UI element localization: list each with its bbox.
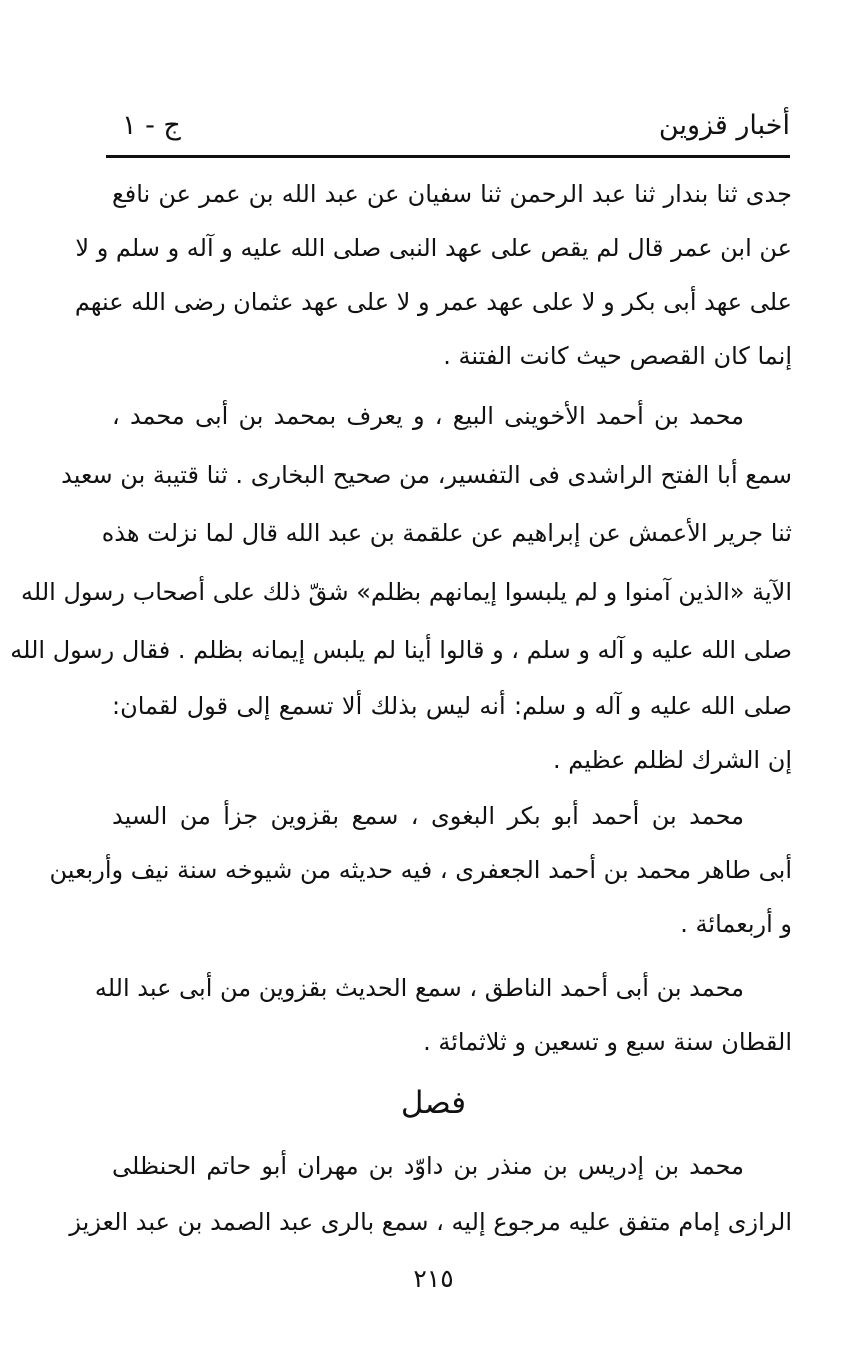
book-title: أخبار قزوين — [658, 110, 790, 141]
text-line: الآية «الذين آمنوا و لم يلبسوا إيمانهم بظلم» شقّ ذلك على أصحاب رسول الله — [21, 578, 792, 606]
entry-heading-line: محمد بن أبى أحمد الناطق ، سمع الحديث بقزوين من أبى عبد الله — [94, 974, 744, 1002]
entry-heading-line: محمد بن أحمد أبو بكر البغوى ، سمع بقزوين جزأ من السيد — [112, 802, 744, 830]
volume-number: ج - ١ — [122, 110, 181, 141]
page-number: ٢١٥ — [413, 1264, 454, 1293]
running-head — [108, 104, 790, 152]
text-line: الرازى إمام متفق عليه مرجوع إليه ، سمع بالرى عبد الصمد بن عبد العزيز — [69, 1208, 792, 1236]
entry-heading-line: محمد بن أحمد الأخوينى البيع ، و يعرف بمحمد بن أبى محمد ، — [112, 402, 744, 430]
text-line: إن الشرك لظلم عظيم . — [553, 746, 792, 774]
text-line: ثنا جرير الأعمش عن إبراهيم عن علقمة بن عبد الله قال لما نزلت هذه — [101, 519, 792, 547]
text-line: جدى ثنا بندار ثنا عبد الرحمن ثنا سفيان عن عبد الله بن عمر عن نافع — [112, 180, 792, 208]
text-line: القطان سنة سبع و تسعين و ثلاثمائة . — [423, 1028, 792, 1056]
text-line: و أربعمائة . — [680, 910, 792, 938]
text-line: أبى طاهر محمد بن أحمد الجعفرى ، فيه حديثه من شيوخه سنة نيف وأربعين — [49, 856, 792, 884]
text-line: عن ابن عمر قال لم يقص على عهد النبى صلى الله عليه و آله و سلم و لا — [75, 234, 792, 262]
text-line: على عهد أبى بكر و لا على عهد عمر و لا على عهد عثمان رضى الله عنهم — [74, 288, 792, 316]
text-line: سمع أبا الفتح الراشدى فى التفسير، من صحيح البخارى . ثنا قتيبة بن سعيد — [61, 461, 792, 489]
section-heading: فصل — [400, 1085, 467, 1121]
text-line: صلى الله عليه و آله و سلم ، و قالوا أينا لم يلبس إيمانه بظلم . فقال رسول الله — [10, 636, 792, 664]
text-line: صلى الله عليه و آله و سلم: أنه ليس بذلك ألا تسمع إلى قول لقمان: — [112, 692, 792, 720]
entry-heading-line: محمد بن إدريس بن منذر بن داوّد بن مهران أبو حاتم الحنظلى — [112, 1152, 744, 1180]
text-line: إنما كان القصص حيث كانت الفتنة . — [443, 342, 792, 370]
header-rule — [106, 155, 790, 158]
